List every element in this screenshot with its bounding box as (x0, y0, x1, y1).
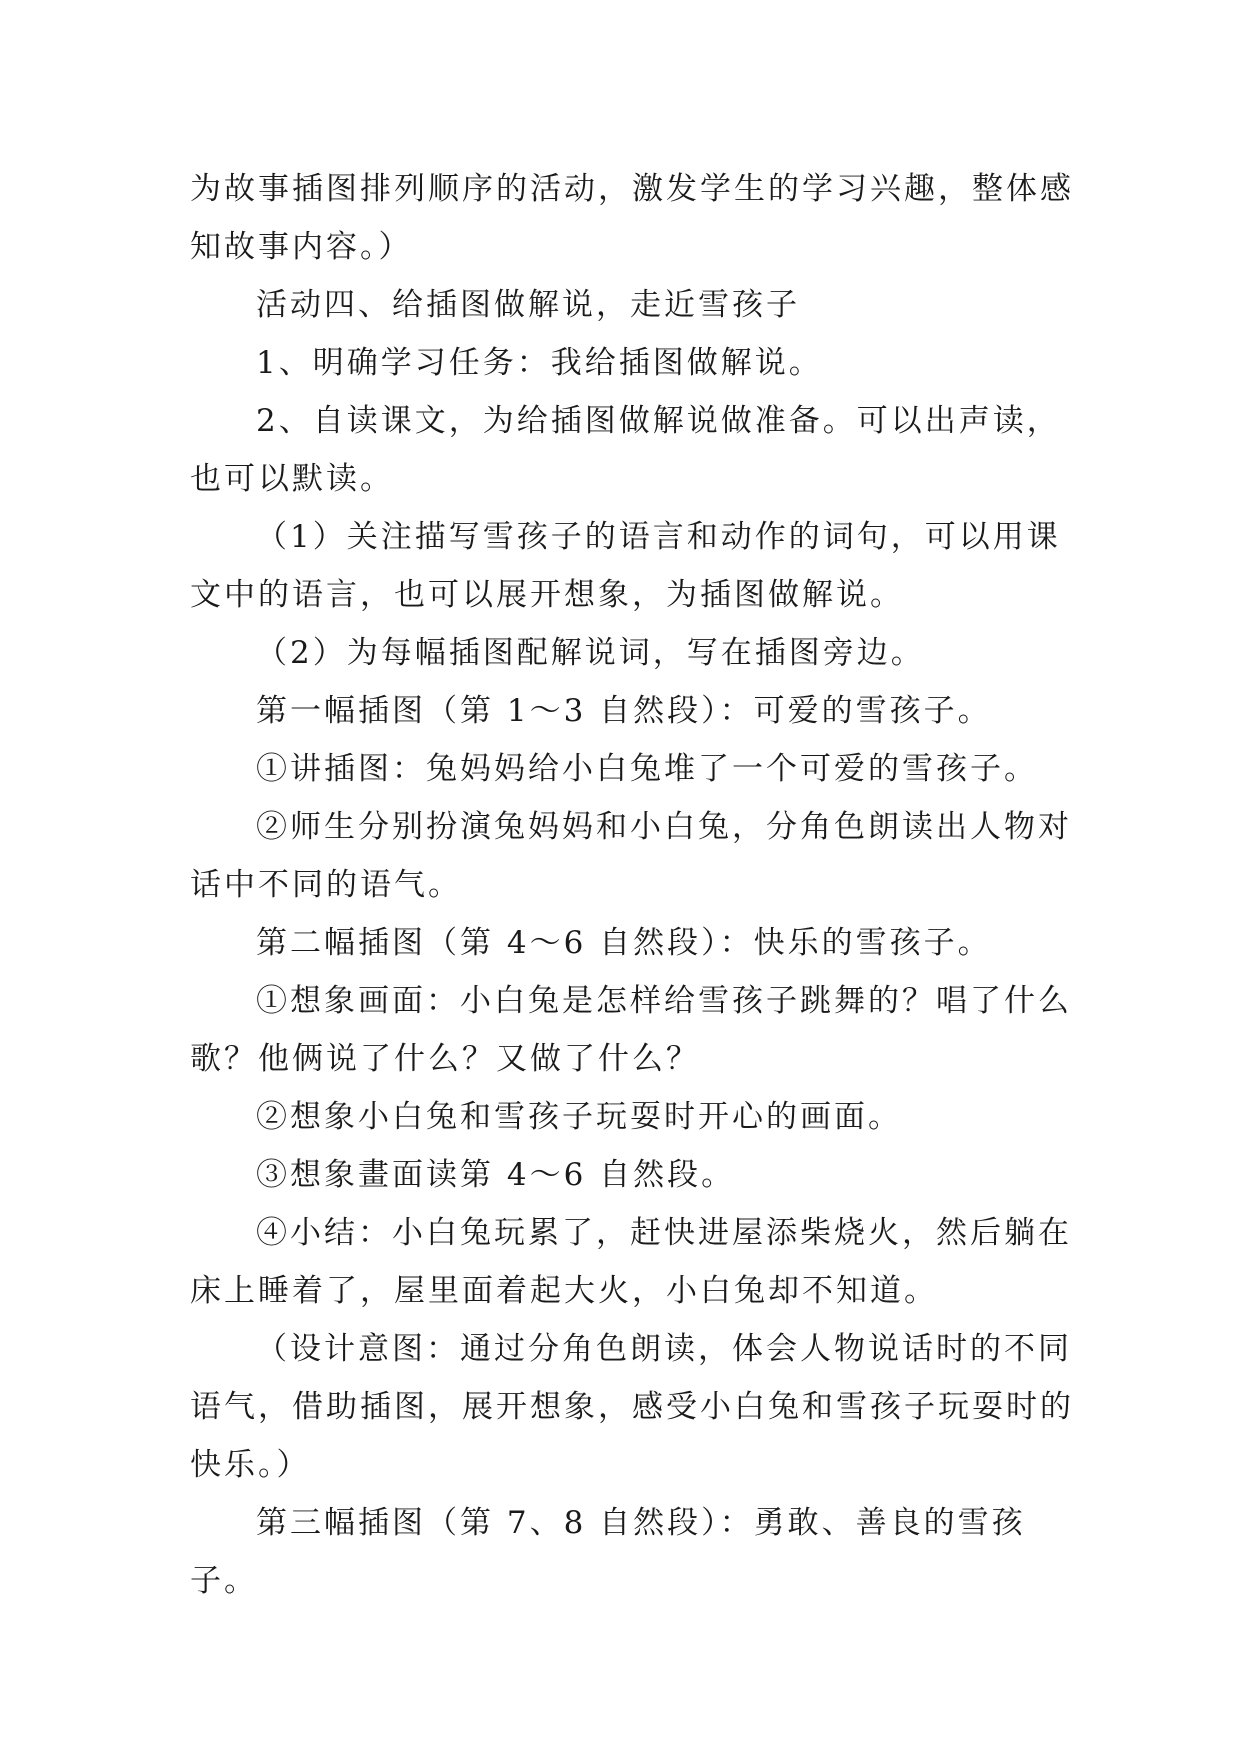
document-body (190, 160, 1090, 1610)
paragraph-3: 1、明确学习任务：我给插图做解说。 (256, 345, 823, 381)
paragraph-14: ④小结：小白兔玩累了，赶快进屋添柴烧火，然后躺在床上睡着了，屋里面着起大火，小白兔却不知道。 (190, 1215, 1072, 1309)
paragraph-2: 活动四、给插图做解说，走近雪孩子 (256, 287, 800, 323)
paragraph-5: （1）关注描写雪孩子的语言和动作的词句，可以用课文中的语言，也可以展开想象，为插图做解说。 (190, 519, 1061, 613)
paragraph-4: 2、自读课文，为给插图做解说做准备。可以出声读，也可以默读。 (190, 403, 1061, 497)
paragraph-13: ③想象畫面读第 4～6 自然段。 (256, 1157, 736, 1193)
paragraph-8: ①讲插图：兔妈妈给小白兔堆了一个可爱的雪孩子。 (256, 751, 1038, 787)
paragraph-12: ②想象小白兔和雪孩子玩耍时开心的画面。 (256, 1099, 902, 1135)
paragraph-1: 为故事插图排列顺序的活动，激发学生的学习兴趣，整体感知故事内容。） (190, 171, 1074, 265)
paragraph-16: 第三幅插图（第 7、8 自然段）：勇敢、善良的雪孩子。 (190, 1505, 1026, 1599)
paragraph-9: ②师生分别扮演兔妈妈和小白兔，分角色朗读出人物对话中不同的语气。 (190, 809, 1072, 903)
paragraph-7: 第一幅插图（第 1～3 自然段）：可爱的雪孩子。 (256, 693, 992, 729)
paragraph-11: ①想象画面：小白兔是怎样给雪孩子跳舞的？唱了什么歌？他俩说了什么？又做了什么？ (190, 983, 1072, 1077)
paragraph-10: 第二幅插图（第 4～6 自然段）：快乐的雪孩子。 (256, 925, 992, 961)
paragraph-6: （2）为每幅插图配解说词，写在插图旁边。 (256, 635, 925, 671)
paragraph-15: （设计意图：通过分角色朗读，体会人物说话时的不同语气，借助插图，展开想象，感受小白兔和雪孩子玩耍时的快乐。） (190, 1331, 1074, 1483)
